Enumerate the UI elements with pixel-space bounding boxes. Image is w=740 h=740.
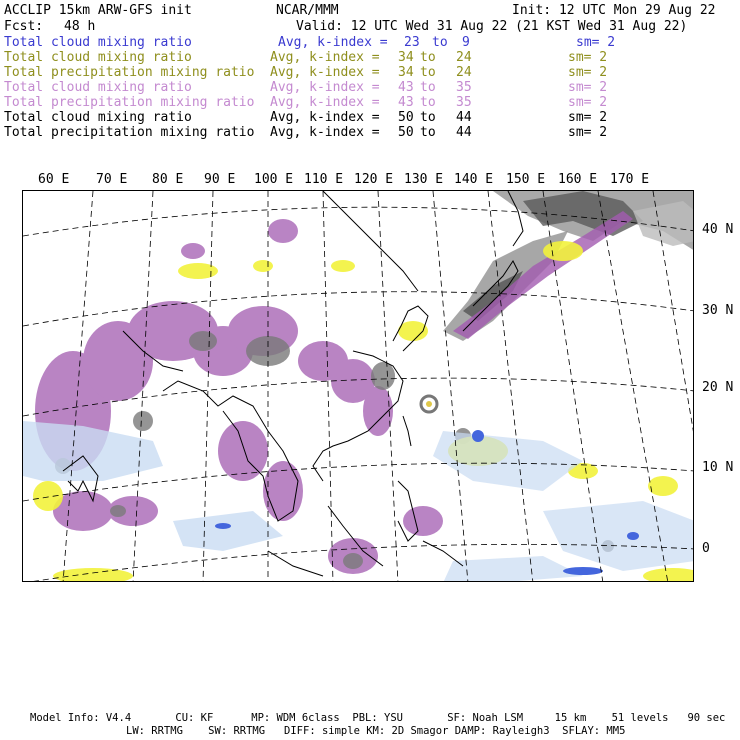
field-name: Total cloud mixing ratio: [4, 80, 192, 95]
longitude-label: 90 E: [204, 172, 236, 187]
longitude-label: 80 E: [152, 172, 184, 187]
field-k-from: 34: [398, 50, 414, 65]
field-avg-label: Avg, k-index =: [270, 65, 380, 80]
field-k-to-word: to: [420, 65, 436, 80]
field-avg-label: Avg, k-index =: [270, 125, 380, 140]
field-smoothing: sm= 2: [576, 35, 616, 50]
longitude-label: 70 E: [96, 172, 128, 187]
field-name: Total precipitation mixing ratio: [4, 125, 255, 140]
forecast-hour: 48 h: [64, 19, 96, 34]
cloud-purple-band: [453, 211, 633, 339]
latitude-label: 40 N: [702, 222, 734, 237]
field-name: Total cloud mixing ratio: [4, 50, 192, 65]
field-k-to: 24: [456, 65, 472, 80]
field-avg-label: Avg, k-index =: [270, 95, 380, 110]
model-info-line-2: LW: RRTMG SW: RRTMG DIFF: simple KM: 2D Smagor DAMP: Rayleigh3 SFLAY: MM5: [126, 725, 626, 737]
longitude-label: 110 E: [304, 172, 344, 187]
field-avg-label: Avg, k-index =: [270, 110, 380, 125]
field-k-to: 35: [456, 80, 472, 95]
latitude-label: 20 N: [702, 380, 734, 395]
field-k-from: 34: [398, 65, 414, 80]
field-k-to-word: to: [420, 95, 436, 110]
field-k-to-word: to: [420, 125, 436, 140]
valid-time: Valid: 12 UTC Wed 31 Aug 22 (21 KST Wed 31 Aug 22): [296, 19, 688, 34]
longitude-label: 170 E: [610, 172, 650, 187]
field-k-to-word: to: [432, 35, 448, 50]
field-k-to-word: to: [420, 80, 436, 95]
field-smoothing: sm= 2: [568, 65, 608, 80]
field-name: Total precipitation mixing ratio: [4, 65, 255, 80]
model-title: ACCLIP 15km ARW-GFS init: [4, 3, 192, 18]
field-smoothing: sm= 2: [568, 110, 608, 125]
longitude-label: 120 E: [354, 172, 394, 187]
field-smoothing: sm= 2: [568, 95, 608, 110]
field-smoothing: sm= 2: [568, 80, 608, 95]
map-canvas: [23, 191, 694, 582]
field-name: Total precipitation mixing ratio: [4, 95, 255, 110]
latitude-label: 0: [702, 541, 710, 556]
longitude-label: 60 E: [38, 172, 70, 187]
field-k-to: 24: [456, 50, 472, 65]
field-k-from: 50: [398, 125, 414, 140]
field-k-to: 9: [462, 35, 470, 50]
field-k-from: 23: [404, 35, 420, 50]
typhoon-symbol: [421, 396, 437, 412]
latitude-label: 30 N: [702, 303, 734, 318]
field-avg-label: Avg, k-index =: [270, 50, 380, 65]
field-k-to-word: to: [420, 50, 436, 65]
field-smoothing: sm= 2: [568, 125, 608, 140]
longitude-label: 150 E: [506, 172, 546, 187]
field-name: Total cloud mixing ratio: [4, 110, 192, 125]
field-k-from: 43: [398, 95, 414, 110]
field-name: Total cloud mixing ratio: [4, 35, 192, 50]
field-smoothing: sm= 2: [568, 50, 608, 65]
forecast-label: Fcst:: [4, 19, 44, 34]
field-k-to: 35: [456, 95, 472, 110]
organization-label: NCAR/MMM: [276, 3, 339, 18]
field-k-to: 44: [456, 110, 472, 125]
longitude-label: 140 E: [454, 172, 494, 187]
model-info-line-1: Model Info: V4.4 CU: KF MP: WDM 6class PBL: YSU SF: Noah LSM 15 km 51 levels 90 sec: [30, 712, 726, 724]
field-k-to: 44: [456, 125, 472, 140]
init-time: Init: 12 UTC Mon 29 Aug 22: [512, 3, 716, 18]
latitude-label: 10 N: [702, 460, 734, 475]
field-avg-label: Avg, k-index =: [270, 80, 380, 95]
map-panel: [22, 190, 694, 582]
field-k-from: 43: [398, 80, 414, 95]
longitude-label: 100 E: [254, 172, 294, 187]
field-avg-label: Avg, k-index =: [278, 35, 388, 50]
longitude-label: 160 E: [558, 172, 598, 187]
field-k-to-word: to: [420, 110, 436, 125]
longitude-label: 130 E: [404, 172, 444, 187]
field-k-from: 50: [398, 110, 414, 125]
